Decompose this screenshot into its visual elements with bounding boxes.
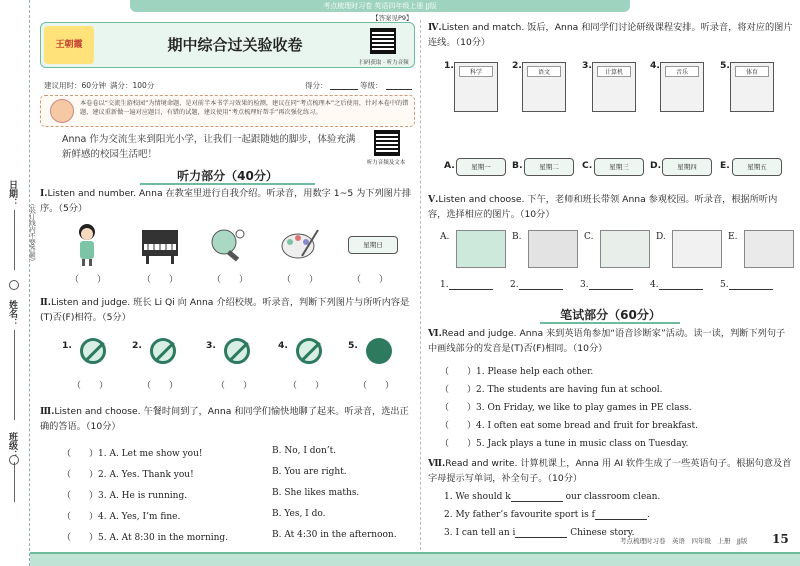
binding-hole xyxy=(9,280,19,290)
q3-instructions: Listen and choose. 午餐时间到了，Anna 和同学们愉快地聊了起来。听录音，选出正确的答语。（10分） xyxy=(40,406,409,432)
grade-label: 等级： xyxy=(360,81,383,90)
section-underline xyxy=(140,183,315,185)
q3-answer-2[interactable]: （ ） xyxy=(62,470,99,480)
school-building-picture xyxy=(528,230,578,268)
q3-row-3 xyxy=(62,488,187,501)
q5-instructions: Listen and choose. 下午，老师和班长带领 Anna 参观校园。听录音，根据所听内容，选择相应的图片。（10分） xyxy=(428,194,778,220)
q3-answer-1[interactable]: （ ） xyxy=(62,449,99,459)
bottom-border xyxy=(30,552,800,566)
music-book xyxy=(660,62,704,112)
q4-number: Ⅳ. xyxy=(428,22,442,33)
q3-option-a: 5. A. At 8:30 in the morning. xyxy=(98,533,229,543)
book-title: 计算机 xyxy=(597,66,631,77)
q4-text xyxy=(428,20,793,50)
q3-answer-4[interactable]: （ ） xyxy=(62,512,99,522)
qr-code-icon[interactable] xyxy=(374,130,400,156)
q2-answer-1[interactable]: （ ） xyxy=(72,381,109,391)
q4-letter-b: B. xyxy=(512,160,523,171)
q3-option-a: 2. A. Yes. Thank you! xyxy=(98,470,194,480)
q4-label-5: 5. xyxy=(720,60,730,71)
name-label: 姓名： xyxy=(7,300,17,327)
tuesday-tab: 星期二 xyxy=(524,158,574,176)
q3-option-a: 3. A. He is running. xyxy=(98,491,188,501)
q7-instructions: Read and write. 计算机课上，Anna 用 AI 软件生成了一些英语句子。根据句意及首字母提示写单词，补全句子。（10分） xyxy=(428,458,792,484)
q5-num: 3. xyxy=(580,280,589,290)
q6-row-1 xyxy=(440,364,593,377)
q1-text xyxy=(40,186,415,216)
q6-row-2 xyxy=(440,382,663,395)
q3-option-b: B. Yes, I do. xyxy=(272,509,326,519)
score-blank[interactable] xyxy=(330,89,358,90)
q3-row-2 xyxy=(62,467,194,480)
no-running-sign-icon xyxy=(150,338,176,364)
book-title: 科学 xyxy=(459,66,493,77)
binding-note: （装订线内不要答题） xyxy=(28,200,36,265)
q5-answer-3[interactable] xyxy=(580,280,633,290)
wednesday-tab: 星期三 xyxy=(594,158,644,176)
q6-sentence: 4. I often eat some bread and fruit for breakfast. xyxy=(476,421,699,431)
thursday-tab: 星期四 xyxy=(662,158,712,176)
page-title: 期中综合过关验收卷 xyxy=(167,36,303,54)
q7-answer-2[interactable] xyxy=(595,510,647,520)
q3-option-a: 4. A. Yes, I’m fine. xyxy=(98,512,181,522)
no-drawing-sign-icon xyxy=(224,338,250,364)
q6-answer-3[interactable]: （ ） xyxy=(440,403,477,413)
q7-sentence-end: . xyxy=(646,510,650,520)
teacher-avatar xyxy=(50,99,74,123)
q6-answer-1[interactable]: （ ） xyxy=(440,367,477,377)
q5-num: 5. xyxy=(720,280,729,290)
q2-number: Ⅱ. xyxy=(40,297,51,308)
section-underline xyxy=(540,322,680,324)
class-line xyxy=(14,462,15,502)
q1-instructions: Listen and number. Anna 在教室里进行自我介绍。听录音，用数字 1~5 为下列图片排序。（5分） xyxy=(40,188,412,214)
no-littering-sign-icon xyxy=(80,338,106,364)
q5-answer-5[interactable] xyxy=(720,280,773,290)
q5-letter-d: D. xyxy=(656,232,666,242)
q7-sentence-start: 3. I can tell an i xyxy=(444,528,516,538)
top-banner: 考点梳理时习卷 英语四年级上册 JJ版 xyxy=(130,0,630,12)
q1-answer-1[interactable]: （ ） xyxy=(70,275,107,285)
q3-text xyxy=(40,404,415,434)
answer-tag: 【答案见P9】 xyxy=(372,14,413,22)
q5-letter-e: E. xyxy=(728,232,738,242)
q3-option-b: B. You are right. xyxy=(272,467,347,477)
q7-sentence-end: our classroom clean. xyxy=(562,492,661,502)
brand-logo: 王朝霞 xyxy=(44,26,94,64)
class-label: 班级： xyxy=(7,432,17,459)
footer-text: 考点梳理时习卷 英语 四年级 上册 JJ版 xyxy=(620,537,748,545)
q6-sentence: 1. Please help each other. xyxy=(476,367,594,377)
date-label: 日期： xyxy=(7,180,17,207)
girl-picture xyxy=(72,222,102,266)
book-title: 语文 xyxy=(527,66,561,77)
q2-answer-4[interactable]: （ ） xyxy=(288,381,325,391)
qr2-caption: 听力音频及文本 xyxy=(366,160,406,166)
q2-instructions: Listen and judge. 班长 Li Qi 向 Anna 介绍校规。听录音，判断下列图片与所听内容是(T)否(F)相符。（5分） xyxy=(40,297,410,323)
q2-answer-2[interactable]: （ ） xyxy=(142,381,179,391)
friday-tab: 星期五 xyxy=(732,158,782,176)
qr-code-icon[interactable] xyxy=(370,28,396,54)
line-up-sign-icon xyxy=(366,338,392,364)
chinese-book xyxy=(522,62,566,112)
q1-number: Ⅰ. xyxy=(40,188,48,199)
time-limit: 建议用时：60分钟 xyxy=(44,81,107,90)
q4-label-2: 2. xyxy=(512,60,522,71)
date-line xyxy=(14,210,15,270)
q6-sentence: 2. The students are having fun at school. xyxy=(476,385,663,395)
q6-answer-4[interactable]: （ ） xyxy=(440,421,477,431)
q4-label-1: 1. xyxy=(444,60,454,71)
notice-text: 本卷卷以“交流生游校园”为情境命题，是对前半本书学习效果的检测，建议在同“考点梳理本”之后使用，针对本卷中的错题，建议重新做一遍对应题目，有错的试题，建议使用“考点梳理好帮手”再次强化练习。 xyxy=(80,100,409,116)
q6-sentence: 3. On Friday, we like to play games in PE class. xyxy=(476,403,692,413)
book-title: 音乐 xyxy=(665,66,699,77)
q7-row-3 xyxy=(444,528,634,538)
q4-instructions: Listen and match. 饭后，Anna 和同学们讨论研级课程安排。听录音，将对应的图片连线。（10分） xyxy=(428,22,793,48)
score-label: 得分： xyxy=(305,81,328,90)
q4-letter-d: D. xyxy=(650,160,662,171)
q7-sentence-start: 2. My father’s favourite sport is f xyxy=(444,510,595,520)
qr-caption: 扫码获取 · 听力音频 xyxy=(359,60,409,66)
no-talking-sign-icon xyxy=(296,338,322,364)
page-number: 15 xyxy=(772,532,789,546)
q7-answer-1[interactable] xyxy=(511,492,563,502)
library-picture xyxy=(744,230,794,268)
q1-answer-2[interactable]: （ ） xyxy=(142,275,179,285)
classroom-picture xyxy=(672,230,722,268)
q3-option-b: B. At 4:30 in the afternoon. xyxy=(272,530,397,540)
q5-letter-c: C. xyxy=(584,232,594,242)
q2-answer-5[interactable]: （ ） xyxy=(358,381,395,391)
binding-hole xyxy=(9,455,19,465)
book-title: 体育 xyxy=(735,66,769,77)
q7-text xyxy=(428,456,793,486)
q4-letter-a: A. xyxy=(444,160,455,171)
q7-answer-3[interactable] xyxy=(515,528,567,538)
q6-row-5 xyxy=(440,436,688,449)
q5-number: Ⅴ. xyxy=(428,194,439,205)
sunday-sign: 星期日 xyxy=(348,236,398,254)
q3-row-1 xyxy=(62,446,203,459)
grade-blank[interactable] xyxy=(386,89,412,90)
q5-num: 2. xyxy=(510,280,519,290)
q3-option-b: B. No, I don’t. xyxy=(272,446,337,456)
science-book xyxy=(454,62,498,112)
q6-row-3 xyxy=(440,400,692,413)
q2-label-1: 1. xyxy=(62,340,72,351)
q2-label-5: 5. xyxy=(348,340,358,351)
q3-option-b: B. She likes maths. xyxy=(272,488,360,498)
q3-answer-5[interactable]: （ ） xyxy=(62,533,99,543)
paint-palette-picture xyxy=(280,226,320,264)
q6-row-4 xyxy=(440,418,698,431)
monday-tab: 星期一 xyxy=(456,158,506,176)
q7-sentence-start: 1. We should k xyxy=(444,492,511,502)
q2-answer-3[interactable]: （ ） xyxy=(216,381,253,391)
q5-num: 1. xyxy=(440,280,449,290)
name-line xyxy=(14,330,15,420)
q3-option-a: 1. A. Let me show you! xyxy=(98,449,203,459)
q1-answer-5[interactable]: （ ） xyxy=(352,275,389,285)
q5-text xyxy=(428,192,793,222)
q4-letter-e: E. xyxy=(720,160,730,171)
column-divider xyxy=(420,20,421,550)
q5-letter-a: A. xyxy=(440,232,450,242)
pe-book xyxy=(730,62,774,112)
q7-sentence-end: Chinese story. xyxy=(567,528,635,538)
q6-number: Ⅵ. xyxy=(428,328,442,339)
q7-row-2 xyxy=(444,510,650,520)
q4-letter-c: C. xyxy=(582,160,593,171)
playground-picture xyxy=(456,230,506,268)
q2-text xyxy=(40,295,415,325)
q5-answer-1[interactable] xyxy=(440,280,493,290)
piano-picture xyxy=(140,226,180,264)
q6-sentence: 5. Jack plays a tune in music class on Tuesday. xyxy=(476,439,689,449)
q5-answer-2[interactable] xyxy=(510,280,563,290)
q3-answer-3[interactable]: （ ） xyxy=(62,491,99,501)
q6-instructions: Read and judge. Anna 来到英语角参加“语音诊断家”活动。读一读，判断下列句子中画线部分的发音是(T)否(F)相同。（10分） xyxy=(428,328,786,354)
hall-picture xyxy=(600,230,650,268)
q2-label-3: 3. xyxy=(206,340,216,351)
q6-answer-5[interactable]: （ ） xyxy=(440,439,477,449)
ping-pong-picture xyxy=(208,226,248,264)
q1-answer-3[interactable]: （ ） xyxy=(212,275,249,285)
q3-number: Ⅲ. xyxy=(40,406,55,417)
q7-row-1 xyxy=(444,492,660,502)
listening-section-title: 听力部分（40分） xyxy=(177,169,278,183)
q6-text xyxy=(428,326,793,356)
q2-label-4: 4. xyxy=(278,340,288,351)
q4-label-4: 4. xyxy=(650,60,660,71)
q5-letter-b: B. xyxy=(512,232,522,242)
q3-row-5 xyxy=(62,530,228,543)
q6-answer-2[interactable]: （ ） xyxy=(440,385,477,395)
q5-answer-4[interactable] xyxy=(650,280,703,290)
q3-row-4 xyxy=(62,509,180,522)
writing-section-title: 笔试部分（60分） xyxy=(560,308,661,322)
q1-answer-4[interactable]: （ ） xyxy=(282,275,319,285)
q7-number: Ⅶ. xyxy=(428,458,446,469)
q2-label-2: 2. xyxy=(132,340,142,351)
q4-label-3: 3. xyxy=(582,60,592,71)
computer-book xyxy=(592,62,636,112)
intro-text: Anna 作为交流生来到阳光小学，让我们一起跟随她的脚步，体验充满新鲜感的校园生活吧！ xyxy=(62,134,356,160)
q5-num: 4. xyxy=(650,280,659,290)
full-score: 满分：100分 xyxy=(110,81,155,90)
